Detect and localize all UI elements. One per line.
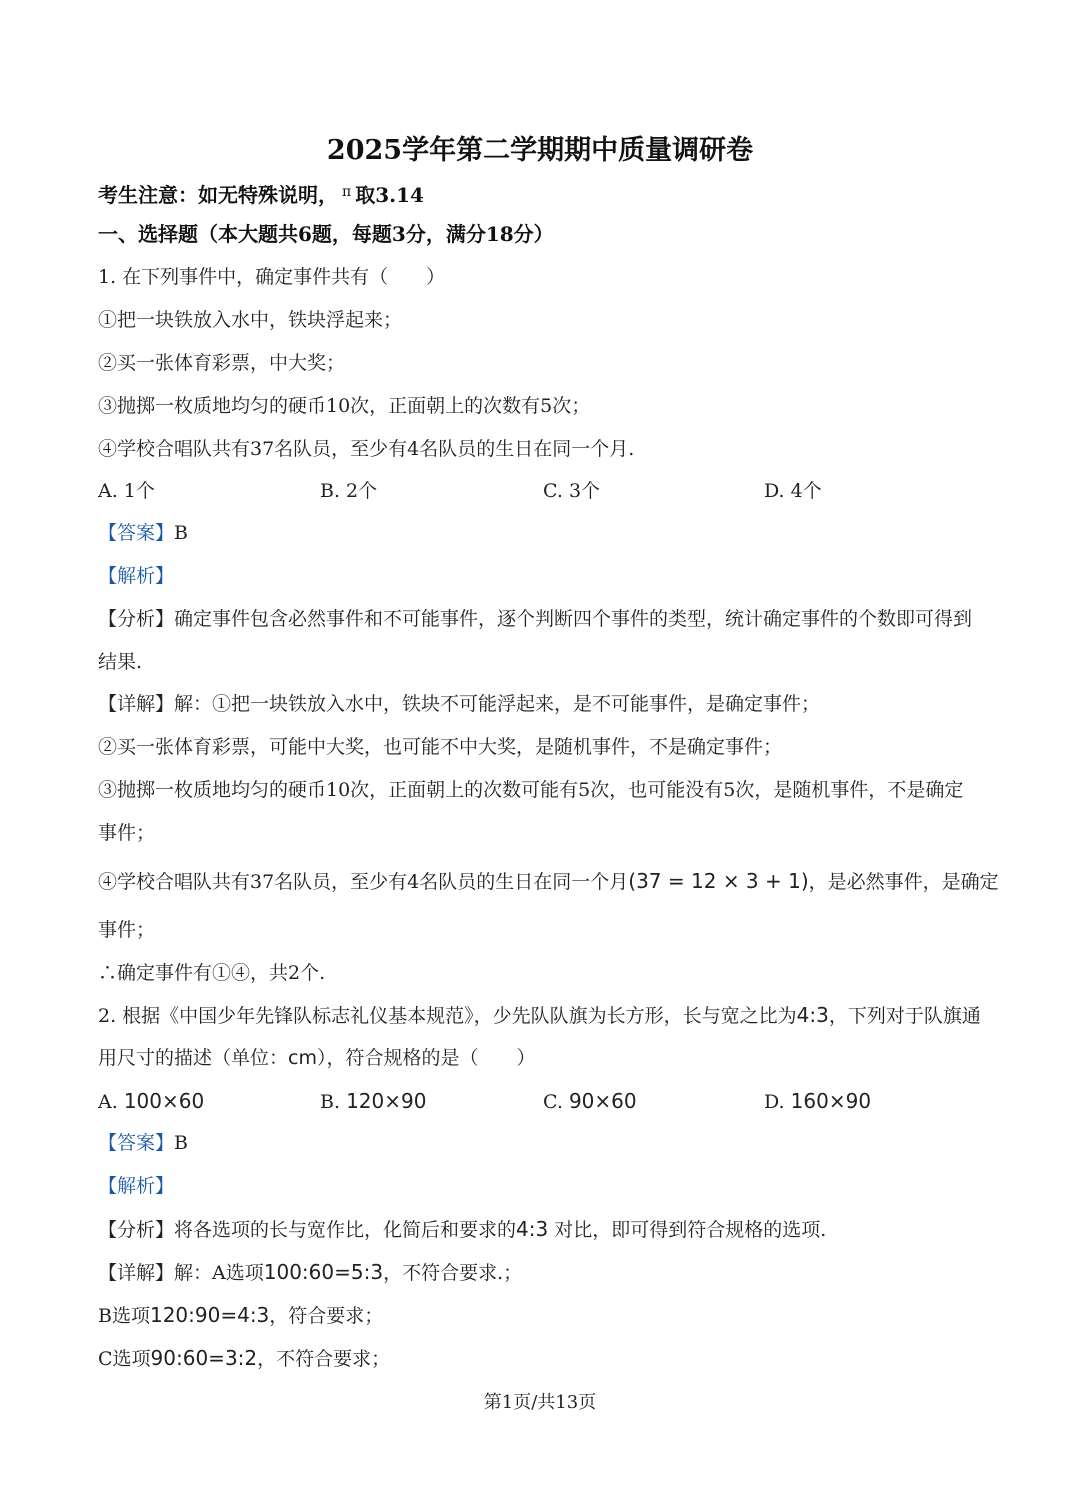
option-c-label: C选项 [98,1348,151,1370]
q1-item-3: ③抛掷一枚质地均匀的硬币10次，正面朝上的次数有5次； [98,395,591,417]
exam-notice [98,180,424,207]
option-letter: B. [320,1091,341,1113]
analysis-tag: 【解析】 [98,1175,175,1197]
option-c-end: ，不符合要求； [257,1348,391,1370]
q1-item-1: ①把一块铁放入水中，铁块浮起来； [98,309,403,331]
page-title: 2025学年第二学期期中质量调研卷 [326,135,754,166]
equation-37: (37 = 12 × 3 + 1) [628,869,809,893]
q1-item-4: ④学校合唱队共有37名队员，至少有4名队员的生日在同一个月. [98,438,635,460]
q1-xiangjie-line4: 事件； [98,822,156,844]
xiangjie-a-end: ，不符合要求.； [383,1262,523,1284]
fenxi-tag: 【分析】 [98,1219,175,1241]
q2-answer [98,1131,188,1155]
option-letter: A. [98,1091,118,1113]
fenxi-text: 确定事件包含必然事件和不可能事件，逐个判断四个事件的类型，统计确定事件的个数即可得到 [174,608,973,630]
analysis-tag: 【解析】 [98,565,175,587]
q1-fenxi-line1 [98,607,972,631]
q2-unit-suffix: ），符合规格的是（ ） [316,1047,536,1069]
q1-option-c: C. 3个 [543,480,601,502]
q2-stem-line1 [98,1003,981,1028]
q1-answer [98,521,188,545]
option-b-label: B选项 [98,1305,150,1327]
q1-stem: 1. 在下列事件中，确定事件共有（ ） [98,266,446,288]
q2-option-d [764,1089,871,1114]
ratio-b: 120:90=4:3 [149,1303,270,1327]
q2-stem-text: 2. 根据《中国少年先锋队标志礼仪基本规范》，少先队队旗为长方形，长与宽之比为 [98,1005,797,1027]
q1-option-d: D. 4个 [764,480,822,502]
q1-fenxi-line2: 结果. [98,651,143,673]
ratio-c: 90:60=3:2 [150,1346,258,1370]
ratio-4-3: 4:3 [516,1217,549,1241]
q1-xiangjie-line1 [98,692,820,716]
q1-xiangjie-line6: 事件； [98,919,156,941]
answer-tag: 【答案】 [98,1132,175,1154]
q2-option-b [320,1089,426,1114]
xiangjie-tag: 【详解】 [98,1262,175,1284]
q2-option-c [543,1089,637,1114]
option-b-end: ，符合要求； [269,1305,384,1327]
notice-suffix: 取3.14 [355,183,424,207]
answer-tag: 【答案】 [98,522,175,544]
q1-xiangjie-line5 [98,869,999,894]
q1-conclusion: ∴确定事件有①④，共2个. [98,962,326,984]
option-letter: C. [543,1091,563,1113]
pi-symbol: π [342,184,352,200]
q2-unit-prefix: 用尺寸的描述（单位： [98,1047,289,1069]
unit-cm: cm [288,1047,317,1069]
ratio-a: 100:60=5:3 [263,1260,384,1284]
page-number: 第1页/共13页 [483,1392,597,1413]
option-value: 120×90 [346,1089,427,1113]
option-value: 160×90 [790,1089,872,1113]
q1-xiangjie-line2: ②买一张体育彩票，可能中大奖，也可能不中大奖，是随机事件，不是确定事件； [98,736,783,758]
section-heading: 一、选择题（本大题共6题，每题3分，满分18分） [98,222,554,246]
option-value: 100×60 [123,1089,205,1113]
xiangjie-line5-end: ，是必然事件，是确定 [808,871,999,893]
option-value: 90×60 [568,1089,637,1113]
q2-analysis-heading [98,1174,174,1198]
fenxi-text: 将各选项的长与宽作比，化简后和要求的 [174,1219,517,1241]
q2-xiangjie-b [98,1303,383,1328]
xiangjie-tag: 【详解】 [98,693,175,715]
q1-item-2: ②买一张体育彩票，中大奖； [98,352,346,374]
fenxi-tag: 【分析】 [98,608,175,630]
answer-value: B [174,1132,188,1154]
q1-analysis-heading [98,564,174,588]
xiangjie-line5-text: ④学校合唱队共有37名队员，至少有4名队员的生日在同一个月 [98,871,629,893]
q2-option-a [98,1089,204,1114]
option-letter: D. [764,1091,785,1113]
q1-xiangjie-line3: ③抛掷一枚质地均匀的硬币10次，正面朝上的次数可能有5次，也可能没有5次，是随机事件，不是确定 [98,779,964,801]
notice-prefix: 考生注意：如无特殊说明， [98,183,338,207]
fenxi-end: 对比，即可得到符合规格的选项. [548,1219,827,1241]
answer-value: B [174,522,188,544]
q2-xiangjie-a [98,1260,522,1285]
q2-stem-line2 [98,1046,536,1070]
ratio-4-3: 4:3 [796,1003,829,1027]
xiangjie-text: 解：A选项 [174,1262,264,1284]
xiangjie-text: 解：①把一块铁放入水中，铁块不可能浮起来，是不可能事件，是确定事件； [174,693,821,715]
q1-option-a: A. 1个 [98,480,155,502]
q2-fenxi [98,1217,826,1242]
q2-stem-end: ，下列对于队旗通 [828,1005,981,1027]
q2-xiangjie-c [98,1346,390,1371]
q1-option-b: B. 2个 [320,480,378,502]
